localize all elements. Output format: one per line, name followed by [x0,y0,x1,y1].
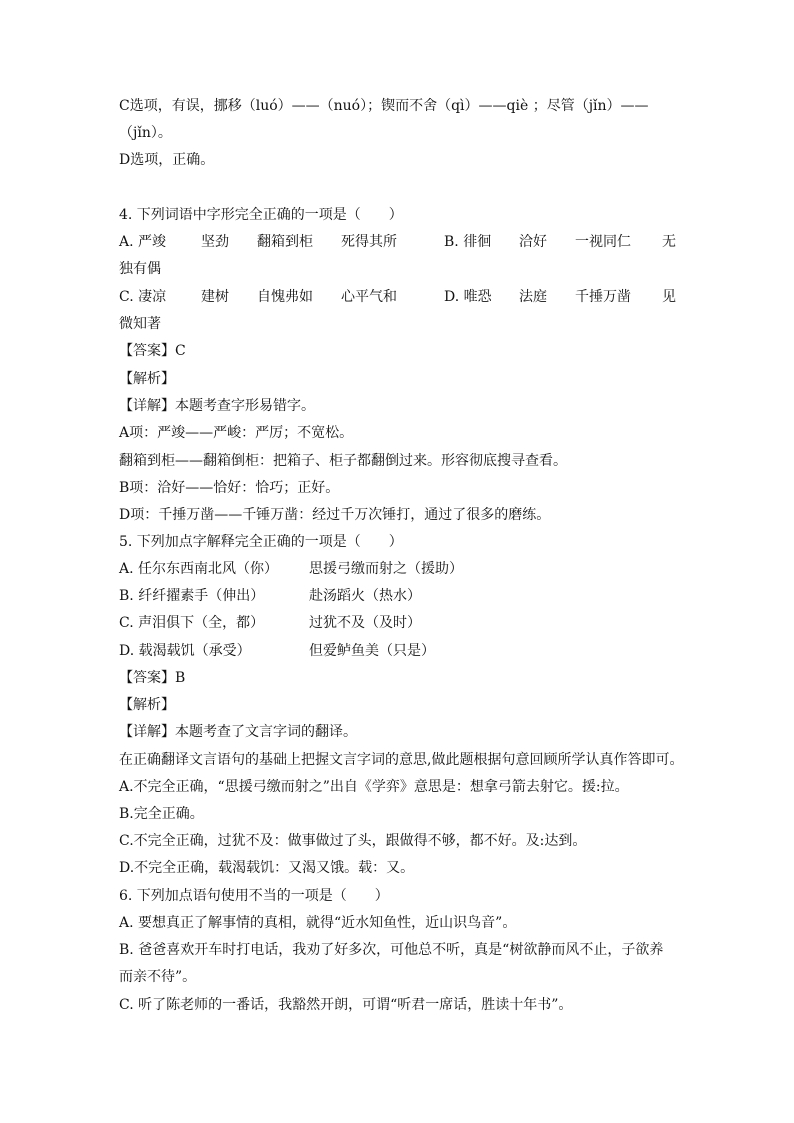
q3-option-d: D选项，正确。 [119,152,215,168]
q4-stem: 4. 下列词语中字形完全正确的一项是（ ） [119,207,403,223]
q4-explanation-line: A项：严竣——严峻：严厉；不宽松。 [119,425,354,441]
q4-answer: 【答案】C [119,343,186,359]
q4-option-b-word2: 洽好 [519,234,547,250]
q5-option-a [119,560,463,578]
q4-option-a-label: A. 严竣 [119,234,167,250]
q5-explanation-line: C.不完全正确，过犹不及：做事做过了头，跟做得不够，都不好。及:达到。 [119,833,587,849]
q4-option-d-wrap: 微知著 [119,316,161,332]
q5-option-c [119,614,421,632]
q4-explanation-line: D项：千捶万凿——千锤万凿：经过千万次锤打，通过了很多的磨练。 [119,507,551,523]
q3-option-c-line2: （jǐn）。 [119,125,172,141]
q5-detail: 【详解】本题考查了文言字词的翻译。 [119,724,357,740]
q4-analysis-heading: 【解析】 [119,371,175,387]
q5-explanation-line: D.不完全正确，载渴载饥：又渴又饿。载：又。 [119,860,415,876]
q6-option-c: C. 听了陈老师的一番话，我豁然开朗，可谓“听君一席话，胜读十年书”。 [119,997,573,1013]
q4-option-d-word2: 法庭 [519,289,547,305]
q4-option-a-word3: 翻箱到柜 [257,234,313,250]
q5-option-d [119,642,435,660]
q5-analysis-heading: 【解析】 [119,697,175,713]
q5-option-d-part1: D. 载渴载饥（承受） [119,643,251,659]
q4-option-b-word3: 一视同仁 [575,234,631,250]
q4-option-d-word3: 千捶万凿 [575,289,631,305]
q5-option-b-part1: B. 纤纤擢素手（伸出） [119,588,265,604]
q3-option-c-line1: C选项，有误，挪移（luó）——（nuó）；锲而不舍（qì）——qiè ；尽管（jǐn）—— [119,98,649,114]
q4-detail: 【详解】本题考查字形易错字。 [119,398,315,414]
q4-explanation-line: 翻箱到柜——翻箱倒柜：把箱子、柜子都翻倒过来。形容彻底搜寻查看。 [119,453,567,469]
q5-option-b-part2: 赴汤蹈火（热水） [309,588,421,604]
q6-option-b-line2: 而亲不待”。 [119,969,197,985]
q5-answer: 【答案】B [119,670,186,686]
q4-option-b-label: B. 徘徊 [444,234,492,250]
q4-option-d-label: D. 唯恐 [444,289,492,305]
q4-option-ab-row [119,233,676,251]
q5-option-d-part2: 但爱鲈鱼美（只是） [309,643,435,659]
q5-option-a-part1: A. 任尔东西南北风（你） [119,561,279,577]
q4-option-c-word2: 建树 [201,289,229,305]
q4-option-b-word4: 无 [662,234,676,250]
q4-option-cd-row [119,288,676,306]
q5-stem: 5. 下列加点字解释完全正确的一项是（ ） [119,534,403,550]
q4-option-a-word2: 坚劲 [201,234,229,250]
q5-option-c-part2: 过犹不及（及时） [309,615,421,631]
q5-option-c-part1: C. 声泪俱下（全，都） [119,615,265,631]
q5-option-b [119,587,421,605]
q6-stem: 6. 下列加点语句使用不当的一项是（ ） [119,888,389,904]
q5-explanation-line: 在正确翻译文言语句的基础上把握文言字词的意思,做此题根据句意回顾所学认真作答即可。 [119,752,684,768]
q6-option-a: A. 要想真正了解事情的真相，就得“近水知鱼性，近山识鸟音”。 [119,915,517,931]
q5-explanation-line: A.不完全正确，“思援弓缴而射之”出自《学弈》意思是：想拿弓箭去射它。援:拉。 [119,779,629,795]
q4-option-c-label: C. 凄凉 [119,289,167,305]
q5-explanation-line: B.完全正确。 [119,806,204,822]
q4-option-c-word4: 心平气和 [341,289,397,305]
q4-option-d-word4: 见 [662,289,676,305]
q4-option-c-word3: 自愧弗如 [257,289,313,305]
q4-option-a-word4: 死得其所 [341,234,397,250]
q4-option-b-wrap: 独有偶 [119,261,161,277]
q4-explanation-line: B项：洽好——恰好：恰巧；正好。 [119,480,340,496]
q6-option-b-line1: B. 爸爸喜欢开车时打电话，我劝了好多次，可他总不听，真是“树欲静而风不止，子欲养 [119,942,664,958]
q5-option-a-part2: 思援弓缴而射之（援助） [309,561,463,577]
